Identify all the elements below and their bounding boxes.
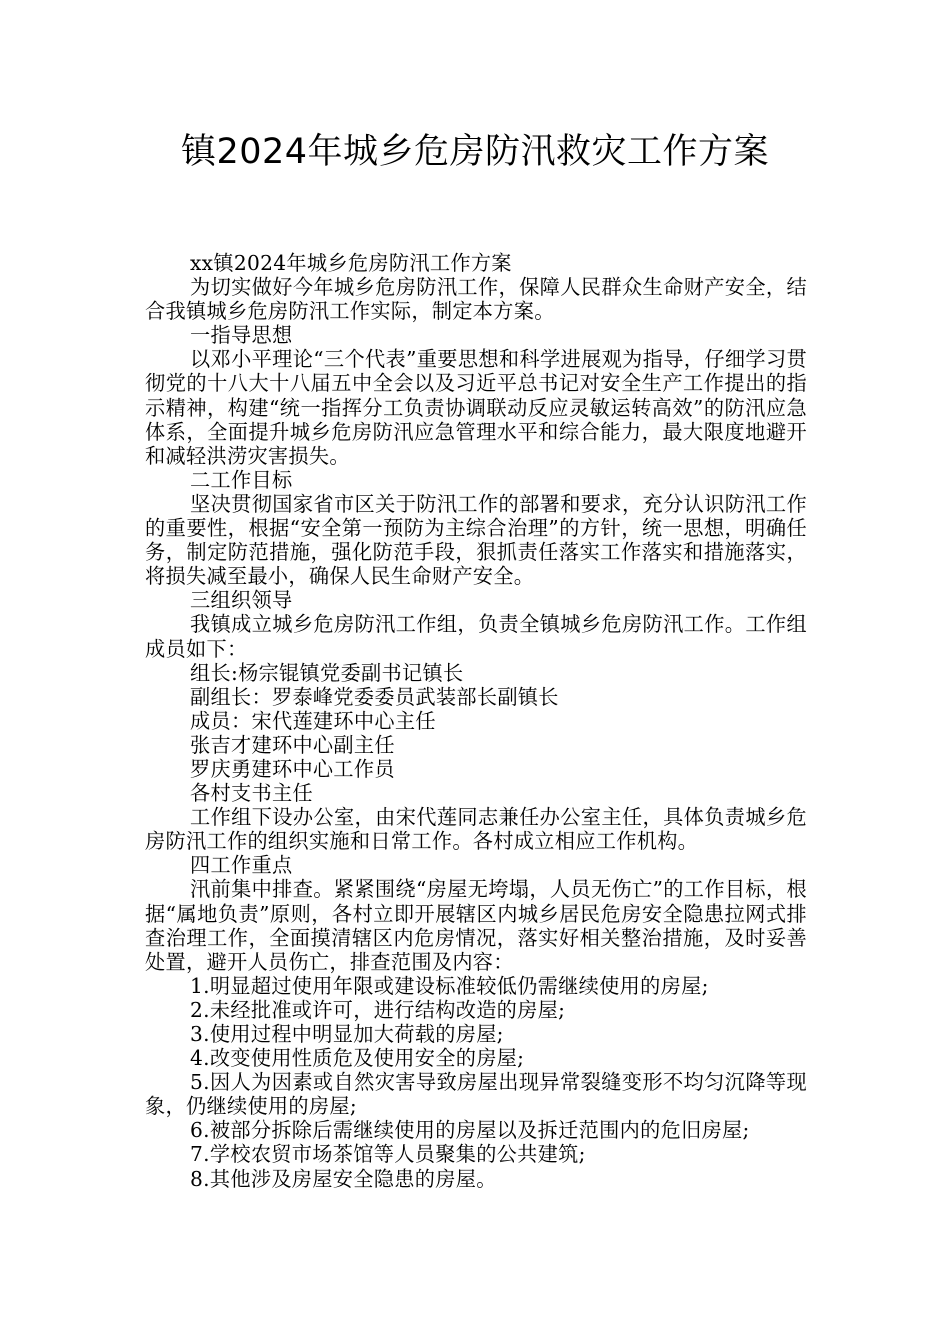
paragraph-guiding-ideology: 以邓小平理论“三个代表”重要思想和科学进展观为指导，仔细学习贯彻党的十八大十八届五中全会以及习近平总书记对安全生产工作提出的指示精神，构建“统一指挥分工负责协调联动反应灵敏运转高效”的防汛应急体系，全面提升城乡危房防汛应急管理水平和综合能力，最大限度地避开和减轻洪涝灾害损失。 (145, 347, 807, 468)
list-item: 4.改变使用性质危及使用安全的房屋; (190, 1046, 525, 1071)
list-item: 1.明显超过使用年限或建设标准较低仍需继续使用的房屋; (190, 973, 709, 998)
list-item: 3.使用过程中明显加大荷载的房屋; (190, 1022, 504, 1046)
document-body (145, 251, 807, 1191)
member-line: 各村支书主任 (190, 781, 313, 806)
list-item: 8.其他涉及房屋安全隐患的房屋。 (190, 1166, 497, 1191)
section-heading-guiding-ideology: 一指导思想 (190, 323, 293, 348)
list-item: 6.被部分拆除后需继续使用的房屋以及拆迁范围内的危旧房屋; (190, 1118, 750, 1143)
paragraph-office: 工作组下设办公室，由宋代莲同志兼任办公室主任，具体负责城乡危房防汛工作的组织实施和日常工作。各村成立相应工作机构。 (145, 805, 807, 854)
member-line: 罗庆勇建环中心工作员 (190, 756, 395, 781)
paragraph-intro: 为切实做好今年城乡危房防汛工作，保障人民群众生命财产安全，结合我镇城乡危房防汛工作实际，制定本方案。 (145, 275, 807, 324)
member-line: 组长:杨宗锟镇党委副书记镇长 (190, 660, 464, 685)
document-subtitle: xx镇2024年城乡危房防汛工作方案 (190, 251, 512, 275)
paragraph-work-goals: 坚决贯彻国家省市区关于防汛工作的部署和要求，充分认识防汛工作的重要性，根据“安全第一预防为主综合治理”的方针，统一思想，明确任务，制定防范措施，强化防范手段，狠抓责任落实工作落实和措施落实，将损失减至最小，确保人民生命财产安全。 (145, 491, 807, 589)
list-item: 2.未经批准或许可，进行结构改造的房屋; (190, 997, 566, 1022)
section-heading-work-focus: 四工作重点 (190, 853, 293, 878)
member-line: 成员：宋代莲建环中心主任 (190, 708, 436, 733)
list-item: 5.因人为因素或自然灾害导致房屋出现异常裂缝变形不均匀沉降等现象，仍继续使用的房屋; (145, 1070, 807, 1119)
list-item: 7.学校农贸市场茶馆等人员聚集的公共建筑; (190, 1142, 586, 1167)
section-heading-work-goals: 二工作目标 (190, 467, 293, 492)
member-line: 副组长：罗泰峰党委委员武装部长副镇长 (190, 684, 559, 709)
document-title: 镇2024年城乡危房防汛救灾工作方案 (180, 132, 770, 172)
paragraph-organization: 我镇成立城乡危房防汛工作组，负责全镇城乡危房防汛工作。工作组成员如下： (145, 612, 807, 661)
paragraph-work-focus: 汛前集中排查。紧紧围绕“房屋无垮塌，人员无伤亡”的工作目标，根据“属地负责”原则，各村立即开展辖区内城乡居民危房安全隐患拉网式排查治理工作，全面摸清辖区内危房情况，落实好相关整治措施，及时妥善处置，避开人员伤亡，排查范围及内容： (145, 877, 807, 974)
section-heading-organization: 三组织领导 (190, 588, 293, 613)
member-line: 张吉才建环中心副主任 (190, 732, 395, 757)
